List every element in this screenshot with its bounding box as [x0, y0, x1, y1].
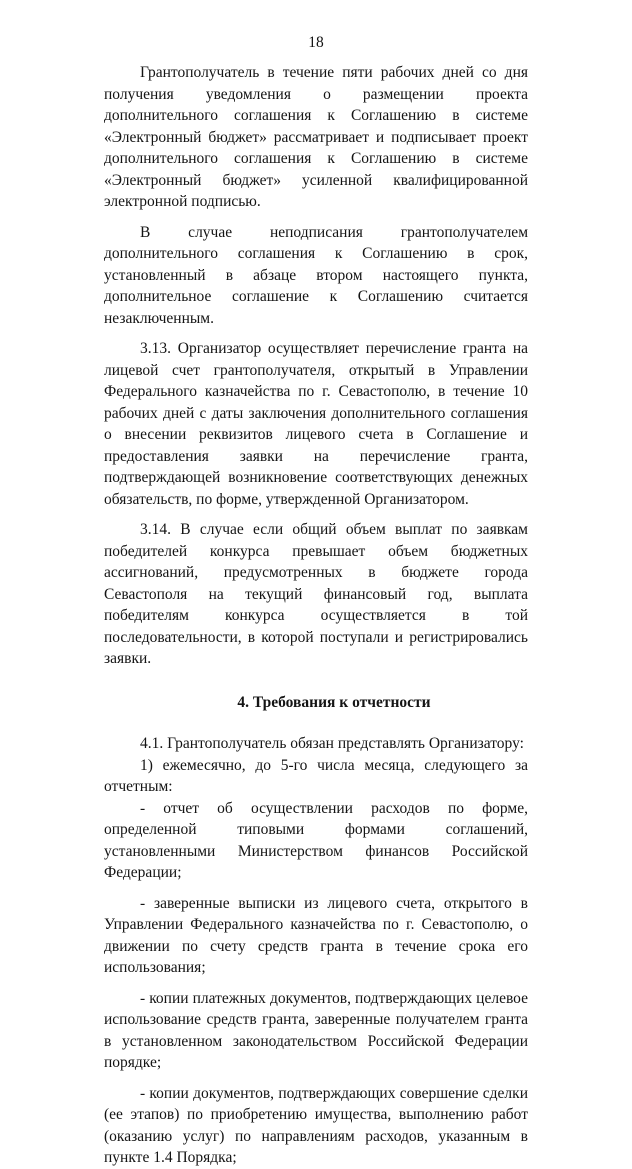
list-item-expense-report: - отчет об осуществлении расходов по форме, определенной типовыми формами соглашений, установленными Министерством финансов Российской Федерации; [104, 799, 528, 881]
list-item-account-statements: - заверенные выписки из лицевого счета, открытого в Управлении Федерального казначейства по г. Севастополю, о движении по счету средств гранта в течение срока его использования; [104, 894, 528, 976]
paragraph-4-1: 4.1. Грантополучатель обязан представлять Организатору: [140, 735, 524, 752]
section-heading: 4. Требования к отчетности [237, 693, 431, 711]
list-item-transaction-documents: - копии документов, подтверждающих совершение сделки (ее этапов) по приобретению имущества, выполнению работ (оказанию услуг) по направлениям расходов, указанным в пункте 1.4 Порядка; [104, 1084, 528, 1166]
list-item-payment-documents: - копии платежных документов, подтверждающих целевое использование средств гранта, заверенные получателем гранта в установленном законодательством Российской Федерации порядке; [104, 989, 528, 1071]
paragraph-signing-procedure: Грантополучатель в течение пяти рабочих дней со дня получения уведомления о размещении проекта дополнительного соглашения к Соглашению в системе «Электронный бюджет» рассматривает и подписывает проект дополнительного соглашения к Соглашению в системе «Электронный бюджет» усиленной квалифицированной электронной подписью. [104, 64, 528, 210]
paragraph-3-13: 3.13. Организатор осуществляет перечисление гранта на лицевой счет грантополучателя, открытый в Управлении Федерального казначейства по г. Севастополю, в течение 10 рабочих дней с даты заключения дополнительного соглашения о внесении реквизитов лицевого счета в Соглашение и предоставления заявки на перечисление гранта, подтверждающей возникновение соответствующих денежных обязательств, по форме, утвержденной Организатором. [104, 340, 528, 508]
document-body [104, 62, 528, 1169]
paragraph-unsigned-agreement: В случае неподписания грантополучателем дополнительного соглашения к Соглашению в срок, установленный в абзаце втором настоящего пункта, дополнительное соглашение к Соглашению считается незаключенным. [104, 223, 528, 327]
page-number: 18 [308, 34, 324, 51]
paragraph-3-14: 3.14. В случае если общий объем выплат по заявкам победителей конкурса превышает объем бюджетных ассигнований, предусмотренных в бюджете города Севастополя на текущий финансовый год, выплата победителям конкурса осуществляется в той последовательности, в которой поступали и регистрировались заявки. [104, 521, 528, 667]
list-item-monthly: 1) ежемесячно, до 5-го числа месяца, следующего за отчетным: [104, 756, 528, 795]
